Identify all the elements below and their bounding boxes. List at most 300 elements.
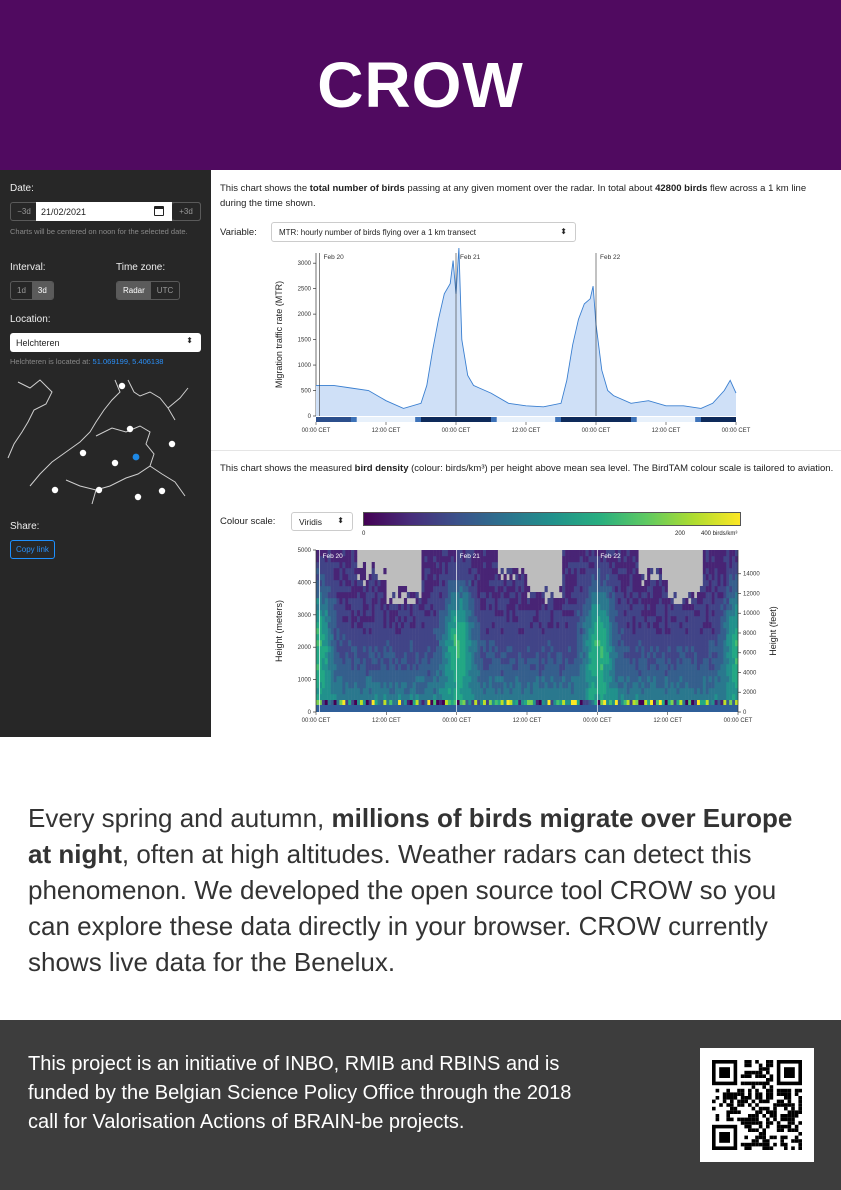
radar-point[interactable] <box>169 441 175 447</box>
heatmap-cell <box>536 646 539 652</box>
heatmap-cell <box>633 556 636 562</box>
heatmap-cell <box>615 682 618 688</box>
heatmap-cell <box>630 694 633 700</box>
heatmap-cell <box>518 694 521 700</box>
heatmap-cell <box>600 592 603 598</box>
calendar-icon[interactable] <box>154 206 164 216</box>
heatmap-cell <box>574 658 577 664</box>
heatmap-cell <box>331 610 334 616</box>
heatmap-cell <box>633 682 636 688</box>
heatmap-cell <box>509 682 512 688</box>
heatmap-cell <box>656 634 659 640</box>
radar-point[interactable] <box>135 494 141 500</box>
qr-module <box>726 1114 730 1118</box>
heatmap-cell <box>548 694 551 700</box>
heatmap-cell <box>383 598 386 604</box>
heatmap-cell <box>571 628 574 634</box>
plus-3d-button[interactable]: +3d <box>179 207 193 216</box>
north-coast <box>128 380 175 420</box>
heatmap-cell <box>606 628 609 634</box>
heatmap-cell <box>577 556 580 562</box>
heatmap-cell <box>489 622 492 628</box>
copy-link-button[interactable]: Copy link <box>10 540 55 559</box>
heatmap-cell <box>386 682 389 688</box>
heatmap-cell <box>354 688 357 694</box>
heatmap-cell <box>697 664 700 670</box>
heatmap-cell <box>574 622 577 628</box>
heatmap-cell <box>621 586 624 592</box>
heatmap-cell <box>679 622 682 628</box>
heatmap-cell <box>591 592 594 598</box>
heatmap-cell <box>615 562 618 568</box>
heatmap-cell <box>380 622 383 628</box>
heatmap-cell <box>527 628 530 634</box>
heatmap-cell <box>720 676 723 682</box>
heatmap-cell <box>679 658 682 664</box>
qr-module <box>748 1092 752 1096</box>
density-day-marker-label: Feb 21 <box>459 553 480 560</box>
heatmap-cell <box>562 550 565 556</box>
heatmap-cell <box>501 676 504 682</box>
radar-point[interactable] <box>112 460 118 466</box>
heatmap-cell <box>715 628 718 634</box>
heatmap-cell <box>339 562 342 568</box>
heatmap-cell <box>322 664 325 670</box>
heatmap-ground-cell <box>527 700 530 705</box>
heatmap-cell <box>668 598 671 604</box>
heatmap-cell <box>501 580 504 586</box>
heatmap-cell <box>574 628 577 634</box>
heatmap-cell <box>395 622 398 628</box>
heatmap-cell <box>583 562 586 568</box>
heatmap-cell <box>448 550 451 556</box>
heatmap-cell <box>339 616 342 622</box>
date-input[interactable] <box>36 202 172 221</box>
heatmap-cell <box>591 568 594 574</box>
heatmap-cell <box>694 658 697 664</box>
heatmap-cell <box>345 652 348 658</box>
heatmap-cell <box>583 604 586 610</box>
heatmap-cell <box>618 628 621 634</box>
heatmap-cell <box>372 604 375 610</box>
heatmap-cell <box>542 646 545 652</box>
heatmap-cell <box>521 640 524 646</box>
qr-module <box>759 1067 763 1071</box>
heatmap-cell <box>700 628 703 634</box>
heatmap-cell <box>539 658 542 664</box>
heatmap-cell <box>325 622 328 628</box>
heatmap-cell <box>439 670 442 676</box>
heatmap-cell <box>483 622 486 628</box>
heatmap-cell <box>676 670 679 676</box>
heatmap-cell <box>633 658 636 664</box>
timezone-radar-button[interactable]: Radar <box>117 282 151 299</box>
heatmap-cell <box>723 634 726 640</box>
heatmap-cell <box>477 694 480 700</box>
heatmap-cell <box>457 592 460 598</box>
heatmap-cell <box>345 568 348 574</box>
heatmap-cell <box>445 658 448 664</box>
heatmap-cell <box>474 598 477 604</box>
heatmap-cell <box>375 616 378 622</box>
heatmap-cell <box>383 628 386 634</box>
heatmap-cell <box>451 670 454 676</box>
heatmap-cell <box>729 640 732 646</box>
heatmap-cell <box>606 568 609 574</box>
heatmap-cell <box>653 670 656 676</box>
heatmap-cell <box>577 592 580 598</box>
heatmap-cell <box>712 634 715 640</box>
heatmap-cell <box>474 688 477 694</box>
footer-text: This project is an initiative of INBO, RMIB and RBINS and is funded by the Belgian Science Policy Office through the 2018 call for Valorisation Actions of BRAIN-be projects. <box>28 1053 572 1133</box>
heatmap-cell <box>565 676 568 682</box>
qr-module <box>788 1114 792 1118</box>
heatmap-cell <box>413 682 416 688</box>
heatmap-cell <box>427 550 430 556</box>
qr-module <box>716 1089 720 1093</box>
heatmap-cell <box>325 664 328 670</box>
heatmap-cell <box>717 640 720 646</box>
heatmap-cell <box>662 652 665 658</box>
heatmap-cell <box>723 658 726 664</box>
heatmap-cell <box>586 676 589 682</box>
qr-module <box>748 1121 752 1125</box>
heatmap-cell <box>562 616 565 622</box>
density-y2-tick-label: 4000 <box>743 670 757 677</box>
heatmap-cell <box>480 652 483 658</box>
heatmap-cell <box>480 550 483 556</box>
heatmap-cell <box>401 586 404 592</box>
radar-point[interactable] <box>52 487 58 493</box>
heatmap-cell <box>334 622 337 628</box>
heatmap-cell <box>380 586 383 592</box>
heatmap-cell <box>659 568 662 574</box>
heatmap-cell <box>395 670 398 676</box>
heatmap-cell <box>392 640 395 646</box>
heatmap-cell <box>656 664 659 670</box>
qr-module <box>784 1118 788 1122</box>
heatmap-cell <box>363 586 366 592</box>
radar-point[interactable] <box>80 450 86 456</box>
heatmap-cell <box>712 574 715 580</box>
heatmap-cell <box>328 592 331 598</box>
heatmap-cell <box>524 670 527 676</box>
heatmap-cell <box>504 658 507 664</box>
heatmap-cell <box>416 658 419 664</box>
heatmap-cell <box>674 610 677 616</box>
heatmap-cell <box>380 616 383 622</box>
heatmap-cell <box>389 676 392 682</box>
heatmap-cell <box>474 604 477 610</box>
heatmap-cell <box>668 634 671 640</box>
heatmap-cell <box>542 658 545 664</box>
location-select[interactable] <box>10 333 201 352</box>
radar-map[interactable] <box>0 370 211 510</box>
heatmap-cell <box>486 550 489 556</box>
heatmap-cell <box>586 556 589 562</box>
date-value: 21/02/2021 <box>41 206 87 217</box>
heatmap-cell <box>539 694 542 700</box>
mtr-chart[interactable] <box>271 248 766 440</box>
heatmap-cell <box>659 592 662 598</box>
interval-1d-button[interactable]: 1d <box>17 286 26 295</box>
interval-3d-button[interactable]: 3d <box>32 282 53 299</box>
density-y-tick-label: 0 <box>307 710 311 716</box>
heatmap-cell <box>474 652 477 658</box>
heatmap-cell <box>416 622 419 628</box>
mtr-daylight-band <box>497 417 555 422</box>
mtr-daylight-band <box>695 417 701 422</box>
heatmap-cell <box>492 616 495 622</box>
heatmap-cell <box>366 610 369 616</box>
heatmap-cell <box>463 688 466 694</box>
heatmap-cell <box>495 568 498 574</box>
timezone-utc-button[interactable]: UTC <box>156 286 174 295</box>
heatmap-cell <box>691 598 694 604</box>
heatmap-cell <box>653 688 656 694</box>
heatmap-cell <box>351 622 354 628</box>
heatmap-cell <box>606 640 609 646</box>
heatmap-cell <box>337 586 340 592</box>
heatmap-cell <box>419 604 422 610</box>
qr-code-icon[interactable] <box>700 1048 814 1162</box>
heatmap-cell <box>515 604 518 610</box>
heatmap-cell <box>650 586 653 592</box>
heatmap-cell <box>706 694 709 700</box>
qr-module <box>795 1125 799 1129</box>
heatmap-cell <box>624 604 627 610</box>
heatmap-cell <box>720 592 723 598</box>
heatmap-cell <box>603 658 606 664</box>
heatmap-cell <box>345 622 348 628</box>
heatmap-cell <box>659 580 662 586</box>
heatmap-cell <box>597 634 600 640</box>
heatmap-cell <box>521 658 524 664</box>
heatmap-cell <box>533 658 536 664</box>
heatmap-cell <box>729 616 732 622</box>
heatmap-cell <box>603 580 606 586</box>
heatmap-cell <box>360 646 363 652</box>
heatmap-cell <box>430 622 433 628</box>
heatmap-cell <box>372 688 375 694</box>
heatmap-ground-cell <box>501 700 504 705</box>
heatmap-cell <box>363 598 366 604</box>
heatmap-cell <box>504 580 507 586</box>
heatmap-cell <box>635 592 638 598</box>
heatmap-cell <box>638 688 641 694</box>
heatmap-cell <box>442 610 445 616</box>
heatmap-cell <box>606 688 609 694</box>
heatmap-cell <box>422 688 425 694</box>
heatmap-cell <box>712 604 715 610</box>
heatmap-cell <box>720 574 723 580</box>
heatmap-cell <box>483 640 486 646</box>
qr-module <box>730 1110 734 1114</box>
heatmap-cell <box>445 562 448 568</box>
heatmap-cell <box>342 694 345 700</box>
heatmap-cell <box>679 604 682 610</box>
heatmap-cell <box>662 688 665 694</box>
heatmap-ground-cell <box>700 700 703 705</box>
heatmap-cell <box>433 658 436 664</box>
heatmap-ground-cell <box>471 700 474 705</box>
heatmap-cell <box>709 682 712 688</box>
heatmap-cell <box>345 664 348 670</box>
heatmap-ground-cell <box>342 700 345 705</box>
heatmap-cell <box>717 676 720 682</box>
heatmap-cell <box>515 568 518 574</box>
heatmap-ground-cell <box>504 700 507 705</box>
heatmap-cell <box>389 610 392 616</box>
heatmap-cell <box>509 568 512 574</box>
heatmap-cell <box>457 610 460 616</box>
heatmap-cell <box>410 658 413 664</box>
heatmap-cell <box>562 646 565 652</box>
heatmap-cell <box>583 640 586 646</box>
heatmap-cell <box>419 676 422 682</box>
heatmap-cell <box>656 622 659 628</box>
heatmap-cell <box>703 688 706 694</box>
radar-point[interactable] <box>119 383 125 389</box>
heatmap-cell <box>398 628 401 634</box>
heatmap-ground-cell <box>345 700 348 705</box>
heatmap-ground-cell <box>316 700 319 705</box>
heatmap-cell <box>562 664 565 670</box>
heatmap-cell <box>380 682 383 688</box>
heatmap-cell <box>448 688 451 694</box>
heatmap-cell <box>638 628 641 634</box>
heatmap-cell <box>483 586 486 592</box>
heatmap-cell <box>348 688 351 694</box>
heatmap-cell <box>316 550 319 556</box>
heatmap-cell <box>732 658 735 664</box>
heatmap-cell <box>553 676 556 682</box>
heatmap-cell <box>606 586 609 592</box>
heatmap-cell <box>410 634 413 640</box>
radar-point[interactable] <box>96 487 102 493</box>
heatmap-cell <box>630 562 633 568</box>
heatmap-cell <box>372 628 375 634</box>
heatmap-cell <box>682 604 685 610</box>
heatmap-cell <box>717 598 720 604</box>
heatmap-cell <box>521 610 524 616</box>
heatmap-cell <box>422 586 425 592</box>
heatmap-cell <box>633 580 636 586</box>
colour-scale-select[interactable] <box>291 512 353 531</box>
heatmap-ground-cell <box>732 700 735 705</box>
heatmap-cell <box>430 562 433 568</box>
heatmap-cell <box>647 568 650 574</box>
heatmap-cell <box>565 670 568 676</box>
selected-radar-point[interactable] <box>133 454 140 461</box>
qr-module <box>766 1071 770 1075</box>
heatmap-cell <box>624 628 627 634</box>
heatmap-cell <box>342 628 345 634</box>
heatmap-cell <box>436 676 439 682</box>
minus-3d-button[interactable]: −3d <box>17 207 31 216</box>
heatmap-cell <box>351 586 354 592</box>
heatmap-cell <box>354 658 357 664</box>
heatmap-cell <box>624 598 627 604</box>
heatmap-cell <box>703 616 706 622</box>
qr-module <box>798 1107 802 1111</box>
radar-point[interactable] <box>159 488 165 494</box>
heatmap-cell <box>679 688 682 694</box>
heatmap-cell <box>404 586 407 592</box>
heatmap-cell <box>553 598 556 604</box>
qr-module <box>741 1143 745 1147</box>
heatmap-cell <box>495 628 498 634</box>
heatmap-cell <box>682 694 685 700</box>
heatmap-cell <box>483 682 486 688</box>
heatmap-cell <box>316 562 319 568</box>
heatmap-cell <box>430 682 433 688</box>
heatmap-cell <box>553 646 556 652</box>
radar-point[interactable] <box>127 426 133 432</box>
heatmap-cell <box>395 688 398 694</box>
heatmap-cell <box>723 652 726 658</box>
heatmap-cell <box>489 592 492 598</box>
heatmap-cell <box>633 604 636 610</box>
density-chart[interactable] <box>271 544 791 737</box>
heatmap-cell <box>524 604 527 610</box>
heatmap-cell <box>606 646 609 652</box>
qr-module <box>755 1139 759 1143</box>
heatmap-cell <box>331 598 334 604</box>
heatmap-cell <box>638 670 641 676</box>
heatmap-cell <box>439 574 442 580</box>
qr-module <box>791 1107 795 1111</box>
qr-module <box>748 1118 752 1122</box>
heatmap-cell <box>548 616 551 622</box>
heatmap-cell <box>498 598 501 604</box>
heatmap-cell <box>600 580 603 586</box>
heatmap-cell <box>463 562 466 568</box>
heatmap-cell <box>606 670 609 676</box>
qr-module <box>791 1114 795 1118</box>
heatmap-cell <box>360 592 363 598</box>
location-coords-link[interactable]: 51.069199, 5.406138 <box>92 357 164 366</box>
qr-module <box>734 1107 738 1111</box>
heatmap-cell <box>720 658 723 664</box>
heatmap-cell <box>480 688 483 694</box>
heatmap-cell <box>366 628 369 634</box>
heatmap-cell <box>339 622 342 628</box>
heatmap-cell <box>706 568 709 574</box>
heatmap-cell <box>709 640 712 646</box>
heatmap-cell <box>474 622 477 628</box>
heatmap-cell <box>527 658 530 664</box>
heatmap-cell <box>712 550 715 556</box>
heatmap-cell <box>641 598 644 604</box>
heatmap-cell <box>562 574 565 580</box>
variable-select[interactable] <box>271 222 576 242</box>
heatmap-cell <box>700 688 703 694</box>
heatmap-ground-cell <box>372 700 375 705</box>
heatmap-ground-cell <box>536 700 539 705</box>
mtr-x-tick-label: 00:00 CET <box>441 428 471 434</box>
heatmap-cell <box>630 598 633 604</box>
heatmap-cell <box>580 622 583 628</box>
heatmap-cell <box>401 646 404 652</box>
heatmap-cell <box>372 622 375 628</box>
heatmap-cell <box>325 682 328 688</box>
heatmap-cell <box>348 550 351 556</box>
heatmap-cell <box>498 682 501 688</box>
heatmap-cell <box>345 634 348 640</box>
heatmap-cell <box>603 598 606 604</box>
heatmap-cell <box>624 568 627 574</box>
